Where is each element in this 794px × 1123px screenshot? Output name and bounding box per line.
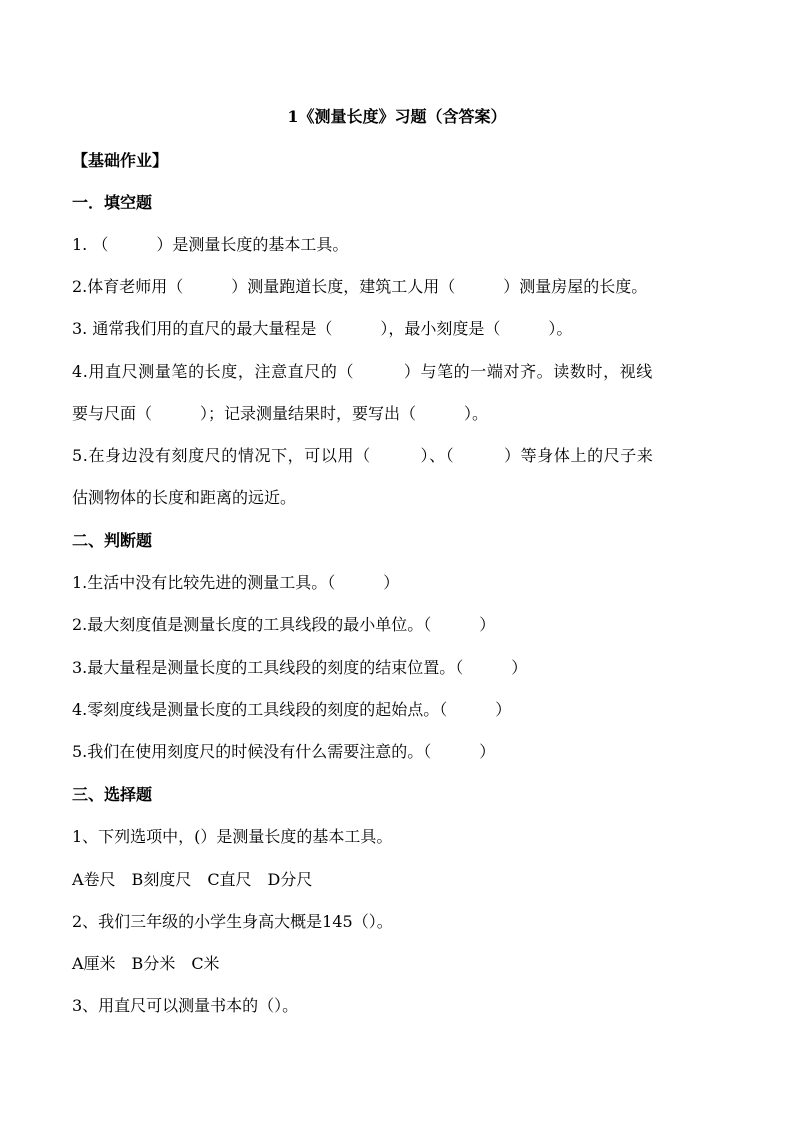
basic-section-label: 【基础作业】 xyxy=(72,151,169,170)
question-line: 5.在身边没有刻度尺的情况下，可以用（ ）、（ ）等身体上的尺子来 xyxy=(72,446,654,465)
section-heading-true-false: 二、判断题 xyxy=(72,531,153,550)
question-line: 2、我们三年级的小学生身高大概是145（）。 xyxy=(72,912,393,931)
question-line: 3、用直尺可以测量书本的（）。 xyxy=(72,996,299,1015)
answer-options: A卷尺 B刻度尺 C直尺 D分尺 xyxy=(72,870,313,889)
question-line: 2.体育老师用（ ）测量跑道长度，建筑工人用（ ）测量房屋的长度。 xyxy=(72,277,648,296)
question-line: 4.用直尺测量笔的长度，注意直尺的（ ）与笔的一端对齐。读数时，视线 xyxy=(72,362,653,381)
section-heading-multiple-choice: 三、选择题 xyxy=(72,785,153,804)
question-line: 5.我们在使用刻度尺的时候没有什么需要注意的。（ ） xyxy=(72,742,496,761)
section-heading-fill-blank: 一．填空题 xyxy=(72,193,153,212)
question-line: 4.零刻度线是测量长度的工具线段的刻度的起始点。（ ） xyxy=(72,700,512,719)
question-line: 3. 通常我们用的直尺的最大量程是（ ），最小刻度是（ ）。 xyxy=(72,319,573,338)
question-line-continued: 估测物体的长度和距离的远近。 xyxy=(72,488,297,507)
question-line: 1、下列选项中，(）是测量长度的基本工具。 xyxy=(72,827,393,846)
question-line: 2.最大刻度值是测量长度的工具线段的最小单位。（ ） xyxy=(72,615,496,634)
question-line: 3.最大量程是测量长度的工具线段的刻度的结束位置。（ ） xyxy=(72,658,528,677)
question-line: 1.生活中没有比较先进的测量工具。（ ） xyxy=(72,573,400,592)
question-line: 1. （ ）是测量长度的基本工具。 xyxy=(72,235,349,254)
page-title: 1《测量长度》习题（含答案） xyxy=(287,107,507,126)
question-line-continued: 要与尺面（ ）；记录测量结果时，要写出（ ）。 xyxy=(72,404,489,423)
answer-options: A厘米 B分米 C米 xyxy=(72,954,220,973)
